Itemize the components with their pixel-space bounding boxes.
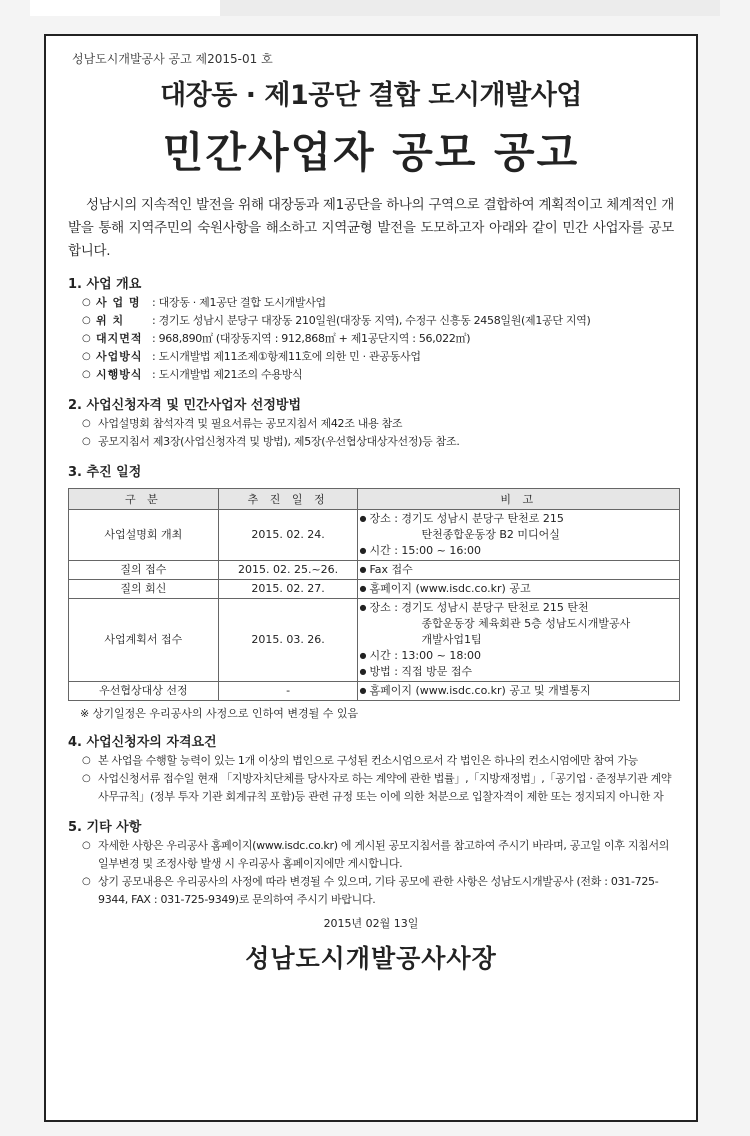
table-cell-item: 질의 회신 — [69, 580, 219, 599]
column-header: 추 진 일 정 — [218, 489, 358, 510]
list-item: ○ 본 사업을 수행할 능력이 있는 1개 이상의 법인으로 구성된 컨소시엄으로서 각 법인은 하나의 컨소시엄에만 참여 가능 — [84, 752, 674, 770]
method-list — [68, 415, 674, 451]
table-cell-item: 질의 접수 — [69, 561, 219, 580]
item-label: 대지면적 — [96, 332, 143, 345]
section-heading-eligibility: 4. 사업신청자의 자격요건 — [68, 735, 217, 750]
other-list — [68, 837, 674, 909]
column-header: 비 고 — [358, 489, 680, 510]
item-value: : 968,890㎡ (대장동지역 : 912,868㎡ + 제1공단지역 : 56,022㎡) — [152, 332, 471, 345]
note-bullet: ● 장소 : 경기도 성남시 분당구 탄천로 215 — [359, 511, 678, 527]
section-heading-other: 5. 기타 사항 — [68, 820, 142, 835]
note-continuation: 종합운동장 체육회관 5층 성남도시개발공사 — [421, 617, 631, 630]
note-bullet: ● 시간 : 13:00 ~ 18:00 — [359, 648, 678, 664]
list-item — [84, 366, 674, 384]
table-cell-notes — [358, 599, 680, 682]
table-row — [69, 599, 680, 682]
item-label: 위 치 — [96, 314, 125, 327]
note-bullet: ● 시간 : 15:00 ~ 16:00 — [359, 543, 678, 559]
note-bullet: ● 홈페이지 (www.isdc.co.kr) 공고 — [359, 581, 678, 597]
table-row — [69, 682, 680, 701]
item-label: 사 업 명 — [96, 296, 141, 309]
list-item: ○ 자세한 사항은 우리공사 홈페이지(www.isdc.co.kr) 에 게시된 공모지침서를 참고하여 주시기 바라며, 공고일 이후 지침서의 일부변경 및 조정사항 발생 시 우리공사 홈페이지에만 게시합니다. — [84, 837, 674, 873]
table-header-row — [69, 489, 680, 510]
eligibility-list — [68, 752, 674, 806]
table-cell-date: 2015. 02. 24. — [218, 510, 358, 561]
item-label: 시행방식 — [96, 368, 143, 381]
note-continuation: 탄천종합운동장 B2 미디어실 — [421, 528, 560, 541]
table-cell-notes — [358, 682, 680, 701]
note-bullet: ● 홈페이지 (www.isdc.co.kr) 공고 및 개별통지 — [359, 683, 678, 699]
signer-name: 성남도시개발공사사장 — [245, 944, 497, 973]
list-item — [84, 348, 674, 366]
table-row — [69, 561, 680, 580]
list-item — [84, 330, 674, 348]
note-continuation: 개발사업1팀 — [421, 633, 482, 646]
table-cell-item: 우선협상대상 선정 — [69, 682, 219, 701]
list-item: ○ 사업신청서류 접수일 현재 「지방자치단체를 당사자로 하는 계약에 관한 법률」,「지방재정법」,「공기업 · 준정부기관 계약 사무규칙」(정부 투자 기관 회계규칙 포함)등 관련 규정 또는 이에 의한 처분으로 입찰자격이 제한 또는 정지되지 아니한 자 — [84, 770, 674, 806]
column-header: 구 분 — [69, 489, 219, 510]
item-label: 사업방식 — [96, 350, 143, 363]
intro-paragraph: 성남시의 지속적인 발전을 위해 대장동과 제1공단을 하나의 구역으로 결합하여 계획적이고 체계적인 개발을 통해 지역주민의 숙원사항을 해소하고 지역균형 발전을 도모하고자 아래와 같이 민간 사업자를 공모합니다. — [68, 197, 674, 259]
list-item: ○ 공모지침서 제3장(사업신청자격 및 방법), 제5장(우선협상대상자선정)등 참조. — [84, 433, 674, 451]
list-item: ○ 사업설명회 참석자격 및 필요서류는 공모지침서 제42조 내용 참조 — [84, 415, 674, 433]
table-cell-notes — [358, 561, 680, 580]
overview-list — [68, 294, 674, 384]
table-row — [69, 510, 680, 561]
section-heading-schedule: 3. 추진 일정 — [68, 465, 142, 480]
schedule-note: ※ 상기일정은 우리공사의 사정으로 인하여 변경될 수 있음 — [80, 707, 359, 720]
note-bullet: ● 방법 : 직접 방문 접수 — [359, 664, 678, 680]
table-cell-item: 사업설명회 개최 — [69, 510, 219, 561]
table-cell-item: 사업계획서 접수 — [69, 599, 219, 682]
list-item — [84, 294, 674, 312]
item-value: : 경기도 성남시 분당구 대장동 210일원(대장동 지역), 수정구 신흥동 2458일원(제1공단 지역) — [152, 314, 591, 327]
browser-top-strip — [30, 0, 720, 16]
schedule-table — [68, 488, 680, 701]
top-strip-segment — [30, 0, 220, 16]
notice-date: 2015년 02월 13일 — [323, 917, 419, 930]
list-item: ○ 상기 공모내용은 우리공사의 사정에 따라 변경될 수 있으며, 기타 공모에 관한 사항은 성남도시개발공사 (전화 : 031-725-9344, FAX : 031-725-9349)로 문의하여 주시기 바랍니다. — [84, 873, 674, 909]
reference-number: 성남도시개발공사 공고 제2015-01 호 — [72, 52, 273, 66]
table-cell-date: 2015. 02. 25.~26. — [218, 561, 358, 580]
table-cell-date: 2015. 02. 27. — [218, 580, 358, 599]
notice-title-line2: 민간사업자 공모 공고 — [162, 128, 580, 177]
section-heading-overview: 1. 사업 개요 — [68, 277, 142, 292]
table-cell-date: 2015. 03. 26. — [218, 599, 358, 682]
section-heading-qualification-method: 2. 사업신청자격 및 민간사업자 선정방법 — [68, 398, 302, 413]
table-cell-notes — [358, 580, 680, 599]
table-row — [69, 580, 680, 599]
item-value: : 대장동 · 제1공단 결합 도시개발사업 — [152, 296, 326, 309]
item-value: : 도시개발법 제21조의 수용방식 — [152, 368, 303, 381]
note-bullet: ● 장소 : 경기도 성남시 분당구 탄천로 215 탄천 — [359, 600, 678, 616]
notice-title-line1: 대장동 · 제1공단 결합 도시개발사업 — [160, 80, 582, 111]
note-bullet: ● Fax 접수 — [359, 562, 678, 578]
item-value: : 도시개발법 제11조제①항제11호에 의한 민 · 관공동사업 — [152, 350, 421, 363]
list-item — [84, 312, 674, 330]
public-notice — [44, 34, 698, 1122]
table-cell-date: - — [218, 682, 358, 701]
table-cell-notes — [358, 510, 680, 561]
